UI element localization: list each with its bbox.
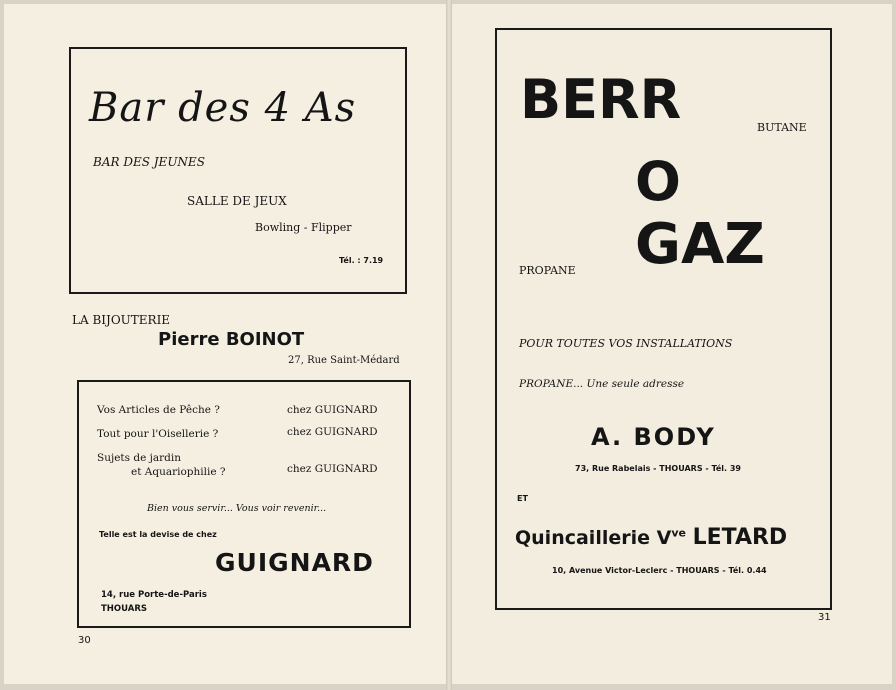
berrogaz-word-berr: BERR <box>520 68 682 131</box>
berrogaz-tagline2 <box>519 378 684 390</box>
guignard-ad-box <box>77 380 411 628</box>
bar-ad-line2: SALLE DE JEUX <box>187 194 287 208</box>
bijouterie-address: 27, Rue Saint-Médard <box>288 355 400 366</box>
guignard-address-line1: 14, rue Porte-de-Paris <box>101 590 207 600</box>
berrogaz-word-o: O <box>635 150 681 213</box>
bar-ad-line3: Bowling - Flipper <box>255 221 352 234</box>
guignard-row-4-item: et Aquariophilie ? <box>131 466 226 478</box>
berrogaz-propane: PROPANE <box>519 264 576 277</box>
berrogaz-butane: BUTANE <box>757 121 807 134</box>
guignard-row-1-who: chez GUIGNARD <box>287 404 378 416</box>
berrogaz-tagline2-suffix: Une seule adresse <box>586 378 685 390</box>
berrogaz-word-gaz: GAZ <box>635 212 765 277</box>
berrogaz-dealer-address: 73, Rue Rabelais - THOUARS - Tél. 39 <box>575 464 741 473</box>
bijouterie-first-name: Pierre <box>158 329 220 350</box>
guignard-address-line2: THOUARS <box>101 604 148 614</box>
bijouterie-last-name: BOINOT <box>225 329 305 350</box>
bar-ad-line1: BAR DES JEUNES <box>93 155 205 169</box>
berrogaz-quinc-prefix: Quincaillerie V <box>515 527 672 549</box>
bar-ad-box <box>69 47 407 294</box>
guignard-motto: Bien vous servir... Vous voir revenir... <box>147 503 327 514</box>
berrogaz-quinc-suffix: LETARD <box>692 525 788 550</box>
berrogaz-and: ET <box>517 494 528 503</box>
berrogaz-ad-box <box>495 28 832 610</box>
guignard-row-1-item: Vos Articles de Pêche ? <box>97 404 220 416</box>
book-gutter <box>446 0 452 690</box>
berrogaz-quinc-sup: ve <box>671 526 686 540</box>
right-page-number: 31 <box>818 612 831 623</box>
berrogaz-tagline1: POUR TOUTES VOS INSTALLATIONS <box>519 337 733 350</box>
guignard-row-3-item: Sujets de jardin <box>97 452 182 464</box>
bar-ad-title: Bar des 4 As <box>89 85 357 131</box>
left-page-number: 30 <box>78 635 91 646</box>
bar-ad-phone: Tél. : 7.19 <box>339 256 384 265</box>
bijouterie-name <box>158 329 304 350</box>
guignard-row-2-item: Tout pour l'Oisellerie ? <box>97 428 219 440</box>
guignard-devise: Telle est la devise de chez <box>99 530 217 539</box>
guignard-brand: GUIGNARD <box>215 548 374 577</box>
guignard-row-2-who: chez GUIGNARD <box>287 426 378 438</box>
bijouterie-label: LA BIJOUTERIE <box>72 313 171 327</box>
berrogaz-tagline2-prefix: PROPANE... <box>519 378 584 390</box>
berrogaz-quinc-address: 10, Avenue Victor-Leclerc - THOUARS - Tél. 0.44 <box>552 566 767 575</box>
berrogaz-dealer: A. BODY <box>591 423 716 451</box>
berrogaz-quincaillerie <box>515 525 787 550</box>
guignard-row-4-who: chez GUIGNARD <box>287 463 378 475</box>
